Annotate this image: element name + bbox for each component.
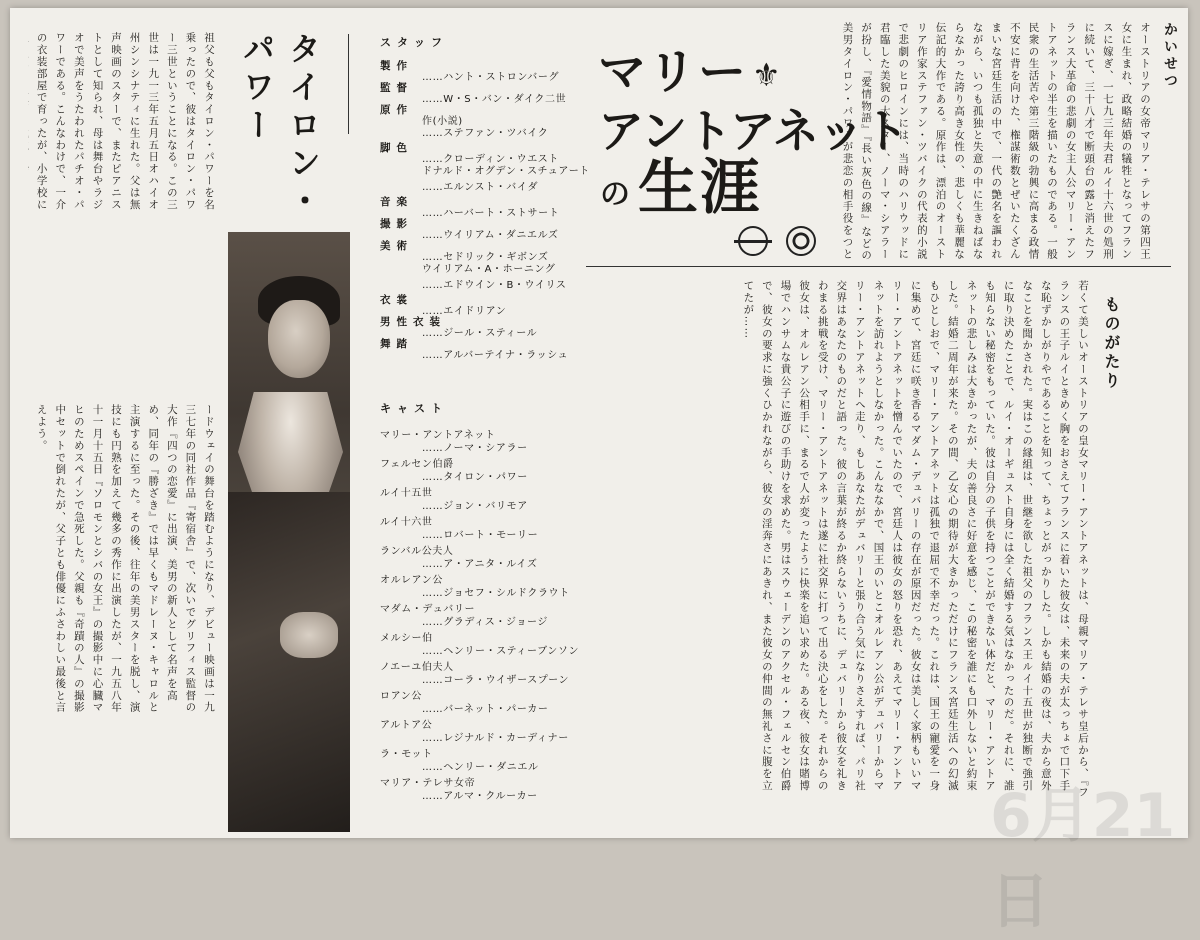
staff-name: ……エイドリアン xyxy=(422,306,507,317)
staff-name: ……エルンスト・バイダ xyxy=(422,182,539,193)
cast-role: ランバル公夫人 xyxy=(380,546,454,557)
kaisetsu-heading: かいせつ xyxy=(1162,22,1178,90)
staff-role-label: 舞踏 xyxy=(380,338,413,350)
title-line-3-big: 生涯 xyxy=(638,153,762,223)
staff-name: 作(小説) xyxy=(422,116,463,127)
kaisetsu-body: オーストリアの女帝マリア・テレサの第四王女に生まれ、政略結婚の犠牲となってフランスに嫁ぎ、一七九三年夫君ルイ十六世の処刑に続いて、三十八才で断頭台の露と消えたフランス大革命の悲劇の女主人公マリー・アントアネットの半生を描いたものである。一般民衆の生活苦や第三階級の勃興に高まる政情不安に背を向けた、権謀術数とぜいたくざんまいな宮廷生活の中で、一代の艶名を謳われながら、いつも孤独と失意の中に生きねばならなかった誇り高き女性の、悲しくも華麗な伝記的大作である。原作は、漂泊のオーストリア作家ステファン・ツバイクの代表的小説で悲劇のヒロインには、当時のハリウッドに君臨した美貌の大スター、ノーマ・シアラーが扮し、『愛情物語』『長い灰色の線』などの美男タイロン・パワーが悲恋の相手役をつと xyxy=(842,22,1151,262)
cast-role: ルイ十六世 xyxy=(380,517,433,528)
cast-actor: ……レジナルド・カーディナー xyxy=(422,733,569,744)
cast-role: メルシー伯 xyxy=(380,633,433,644)
cast-actor: ……コーラ・ウイザースプーン xyxy=(422,675,570,686)
cast-role: ロアン公 xyxy=(380,691,422,702)
cast-role: マリア・テレサ女帝 xyxy=(380,778,476,789)
staff-role-label: 美術 xyxy=(380,240,413,252)
staff-name: ……W・S・バン・ダイク二世 xyxy=(422,94,567,105)
staff-name: ……エドウイン・B・ウイリス xyxy=(422,280,567,291)
tyrone-power-photo xyxy=(228,232,350,832)
tyrone-heading: タイロン・パワー xyxy=(238,32,322,222)
title-line-2: アントアネット xyxy=(598,104,908,158)
cast-actor: ……ジョン・バリモア xyxy=(422,501,528,512)
staff-heading: スタッフ xyxy=(380,36,448,49)
staff-role-label: 衣裳 xyxy=(380,294,413,306)
cast-actor: ……バーネット・パーカー xyxy=(422,704,549,715)
cast-actor: ……ヘンリー・スティーブンソン xyxy=(422,646,580,657)
staff-name: ……セドリック・ギボンズ xyxy=(422,252,549,263)
staff-name: ドナルド・オグデン・スチュアート xyxy=(422,166,590,177)
cast-actor: ……アルマ・クルーカー xyxy=(422,791,538,802)
fleur-de-lis-icon: ⚜ xyxy=(752,56,781,94)
title-line-3-small: の xyxy=(600,177,632,212)
cast-role: ラ・モット xyxy=(380,749,433,760)
cast-actor: ……ジョセフ・シルドクラウト xyxy=(422,588,570,599)
cast-heading: キャスト xyxy=(380,402,448,415)
staff-role-label: 監督 xyxy=(380,82,413,94)
cast-role: マリー・アントアネット xyxy=(380,430,496,441)
staff-name: ……ジール・スティール xyxy=(422,328,538,339)
staff-name: ……ウイリアム・ダニエルズ xyxy=(422,230,559,241)
bleed-through-date: 6月21日 xyxy=(990,781,1176,937)
film-logo-icon xyxy=(738,226,768,256)
tyrone-body-top: 祖父も父もタイロン・パワーを名乗ったので、彼はタイロン・パワー三世ということになる。この三世は一九一三年五月五日オハイオ州シンシナティに生れた。父は無声映画のスターで、またピアニストとして知られ、母は舞台やラジオで美声をうたわれたパチオ・パワーである。こんなわけで、一介の衣装部屋で育ったが、小学校に xyxy=(35,32,215,211)
cast-role: ルイ十五世 xyxy=(380,488,433,499)
cast-role: アルトア公 xyxy=(380,720,433,731)
title-line-1: マリー xyxy=(598,44,749,100)
cast-actor: ……ノーマ・シアラー xyxy=(422,443,528,454)
staff-name: ……ハーバート・ストサート xyxy=(422,208,560,219)
cast-actor: ……グラディス・ジョージ xyxy=(422,617,548,628)
cast-actor: ……タイロン・パワー xyxy=(422,472,528,483)
cast-role: オルレアン公 xyxy=(380,575,443,586)
cast-role: フェルセン伯爵 xyxy=(380,459,454,470)
staff-name: ウイリアム・A・ホーニング xyxy=(422,264,556,275)
staff-role-label: 音楽 xyxy=(380,196,413,208)
cast-role: ノエーユ伯夫人 xyxy=(380,662,454,673)
staff-role-label: 原作 xyxy=(380,104,413,116)
cast-role: マダム・デュバリー xyxy=(380,604,476,615)
tyrone-body-bottom: ードウェイの舞台を踏むようになり、デビュー映画は一九三七年の同社作品『寄宿舎』で、次いでグリフィス監督の大作『四つの恋愛』に出演、美男の新人として名声を高め、同年の『勝ざき』では早くもマドレーヌ・キャロルと主演するに至った。その後、往年の美男スターを脱し、演技にも円熟を加えて幾多の秀作に出演したが、一九五八年十一月十五日『ソロモンとシバの女王』の撮影中に心臓マヒのためスペインで急死した。父親も『奇蹟の人』の撮影中セットで倒れたが、父子とも俳優にふさわしい最後と言えよう。 xyxy=(35,404,215,714)
section-divider xyxy=(586,266,1171,267)
staff-role-label: 男性衣装 xyxy=(380,316,446,328)
staff-name: ……ハント・ストロンバーグ xyxy=(422,72,560,83)
leaflet-sheet xyxy=(10,8,1188,937)
monogatari-body: 若くて美しいオーストリアの皇女マリー・アントアネットは、母親マリア・テレサ皇后から、『フランスの王子ルイときめく胸をおさえてフランスに着いた彼女は、未来の夫が太っちょで口下手な恥ずかしがりやであることを知って、ちょっとがっかりした。しかも結婚の夜は、夫から意外なことを聞かされた。実はこの縁組は、世継を欲した祖父のフランス王ルイ十五世が独断で強引に取り決めたことで、ルイ・オーギュスト自身には全く結婚する気はなかったのだ。それに、誰も知らない秘密をもっていた。彼は自分の子供を持つことができない体だと、マリー・アントアネットの悲しみは大きかったが、夫の善良さに好意を感じ、この秘密を誰にも口外しないと約束した。結婚二周年が来た。その間、乙女心の期待が大きかっただけにフランス宮廷生活への幻滅もひとしおで、マリー・アントアネットは孤独で退屈で不幸だった。これは、国王の寵愛を一身に集めて、宮廷に咲き香るマダム・デュバリーの存在が原因だった。彼女は美しく家柄もいいマリー・アントアネットを憎んでいたので、宮廷人は彼女の怒りを恐れ、あえてマリー・アントアネットを訪れようとしなかった。こんななかで、国王のいとこオルレアン公がデュバリーからマリー・アントアネットへ走り、もしあなたがデュバリーと張り合う気になりさえすれば、パリ社交界はあなたのものだと語った。彼の言葉が終るか終らないうちに、デュバリーから彼女を礼きわまる挑戦を受け、マリー・アントアネットは遂に社交界に打って出る決心をした。それからの彼女は、オルレアン公相手に、まるで人が変ったように快楽を追い求めた。ある夜、彼女は賭博場でハンサムな貴公子に遊びの手助けを求めた。男はスウェーデンのアクセル・フェルセン伯爵で、彼女の要求に強くひかれながら、彼女の淫奔さにあきれ、また彼女の仲間の無礼さに腹を立てたが…… xyxy=(742,280,1089,799)
monogatari-heading: ものがたり xyxy=(1102,296,1121,391)
staff-role-label: 撮影 xyxy=(380,218,413,230)
staff-name: ……アルバーテイナ・ラッシュ xyxy=(422,350,569,361)
cast-actor: ……ア・アニタ・ルイズ xyxy=(422,559,538,570)
staff-divider-line xyxy=(348,34,349,134)
staff-role-label: 脚色 xyxy=(380,142,413,154)
cast-actor: ……ヘンリー・ダニエル xyxy=(422,762,539,773)
staff-name: ……ステファン・ツバイク xyxy=(422,128,549,139)
staff-role-label: 製作 xyxy=(380,60,413,72)
studio-seal-icon xyxy=(786,226,816,256)
cast-actor: ……ロバート・モーリー xyxy=(422,530,539,541)
staff-name: ……クローディン・ウエスト xyxy=(422,154,559,165)
